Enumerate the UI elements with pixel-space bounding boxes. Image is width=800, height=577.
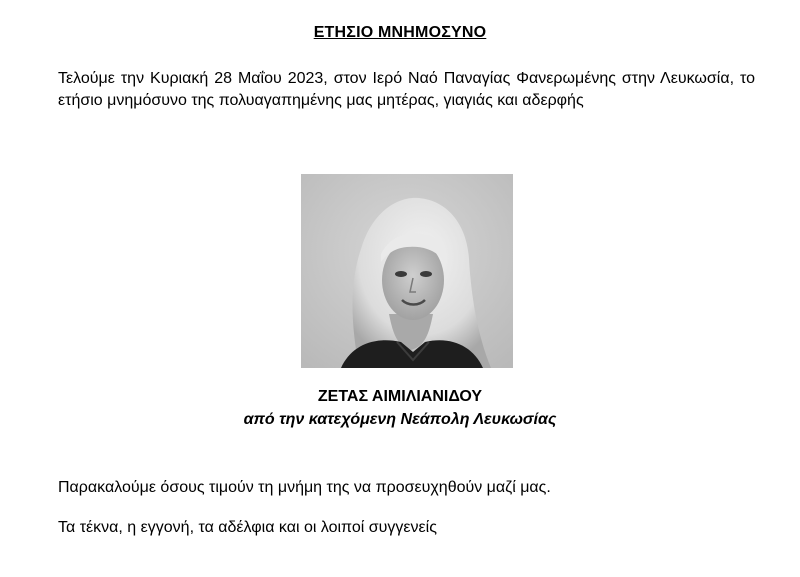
portrait-photo (301, 174, 513, 368)
deceased-name: ΖΕΤΑΣ ΑΙΜΙΛΙΑΝΙΔΟΥ (317, 388, 483, 405)
notice-intro-paragraph: Τελούμε την Κυριακή 28 Μαΐου 2023, στον Ιερό Ναό Παναγίας Φανερωμένης στην Λευκωσία, το ετήσιο μνημόσυνο της πολυαγαπημένης μας μητέρας, γιαγιάς και αδερφής (58, 70, 755, 109)
left-eye (395, 271, 407, 277)
family-signature: Τα τέκνα, η εγγονή, τα αδέλφια και οι λοιποί συγγενείς (58, 519, 437, 536)
notice-title: ΕΤΗΣΙΟ ΜΝΗΜΟΣΥΝΟ (313, 24, 487, 41)
deceased-origin: από την κατεχόμενη Νεάπολη Λευκωσίας (243, 411, 557, 428)
prayer-request: Παρακαλούμε όσους τιμούν τη μνήμη της να προσευχηθούν μαζί μας. (58, 479, 551, 496)
portrait-illustration (301, 174, 513, 368)
right-eye (420, 271, 432, 277)
